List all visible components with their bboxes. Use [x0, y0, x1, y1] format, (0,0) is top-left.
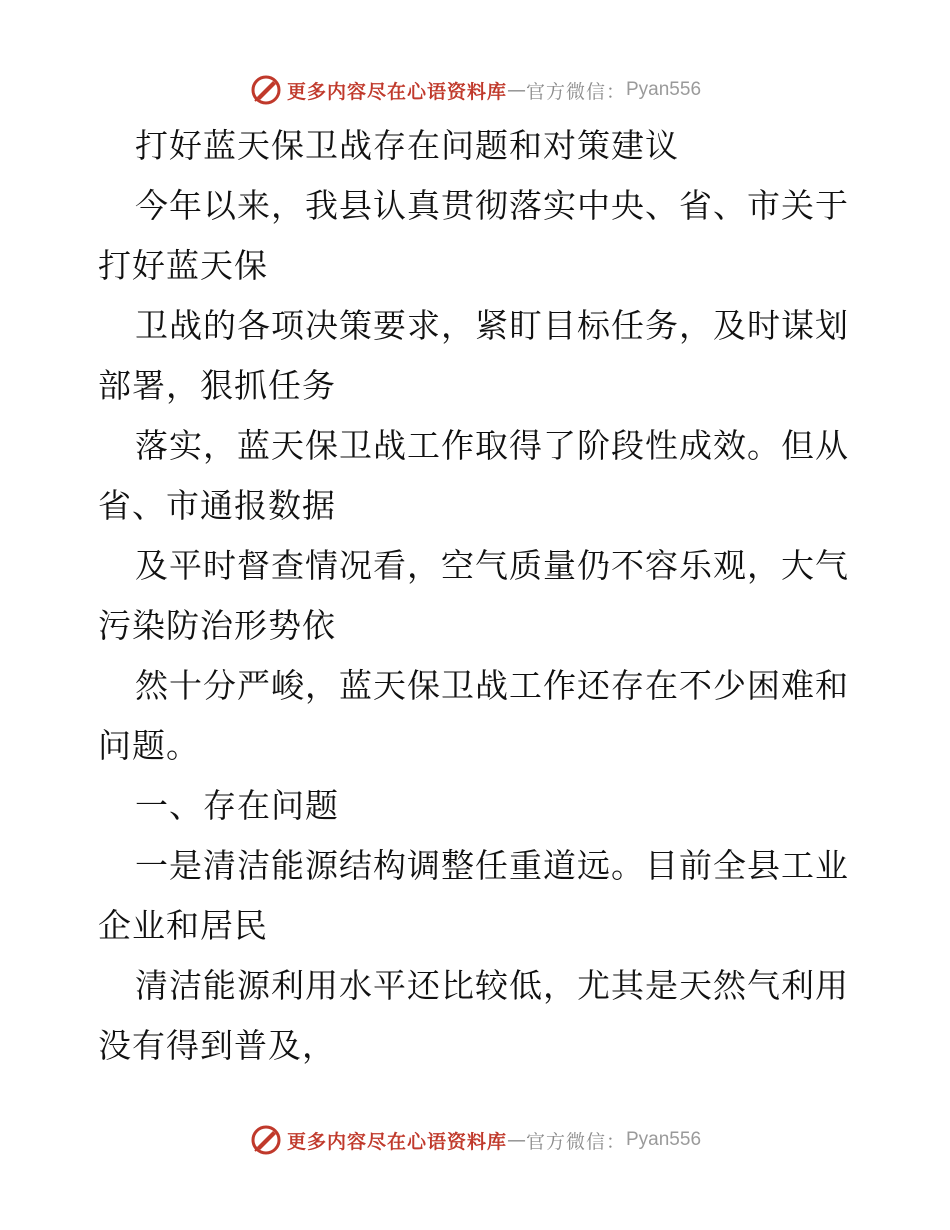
section-heading: 一、存在问题 — [135, 786, 339, 825]
paragraph: 清洁能源利用水平还比较低，尤其是天然气利用没有得到普及， — [98, 966, 849, 1065]
quill-logo-icon — [249, 1123, 283, 1157]
document-body — [98, 116, 852, 1076]
banner-label: 官方微信： — [525, 80, 626, 103]
paragraph: 卫战的各项决策要求，紧盯目标任务，及时谋划部署，狠抓任务 — [98, 306, 849, 405]
header-banner — [0, 70, 950, 110]
quill-logo-icon — [249, 73, 283, 107]
banner-wechat-id: Pyan556 — [626, 79, 702, 100]
banner-wechat-id: Pyan556 — [626, 1129, 702, 1150]
footer-banner — [0, 1120, 950, 1160]
banner-separator: — — [506, 79, 526, 101]
banner-text: 更多内容尽在心语资料库 — [286, 80, 507, 103]
paragraph: 落实，蓝天保卫战工作取得了阶段性成效。但从省、市通报数据 — [98, 426, 849, 525]
paragraph: 今年以来，我县认真贯彻落实中央、省、市关于打好蓝天保 — [98, 186, 849, 285]
paragraph: 然十分严峻，蓝天保卫战工作还存在不少困难和问题。 — [98, 666, 849, 765]
banner-text: 更多内容尽在心语资料库 — [286, 1130, 507, 1153]
paragraph: 一是清洁能源结构调整任重道远。目前全县工业企业和居民 — [98, 846, 849, 945]
document-title: 打好蓝天保卫战存在问题和对策建议 — [135, 126, 679, 165]
paragraph: 及平时督查情况看，空气质量仍不容乐观，大气污染防治形势依 — [98, 546, 849, 645]
banner-separator: — — [506, 1129, 526, 1151]
banner-label: 官方微信： — [525, 1130, 626, 1153]
